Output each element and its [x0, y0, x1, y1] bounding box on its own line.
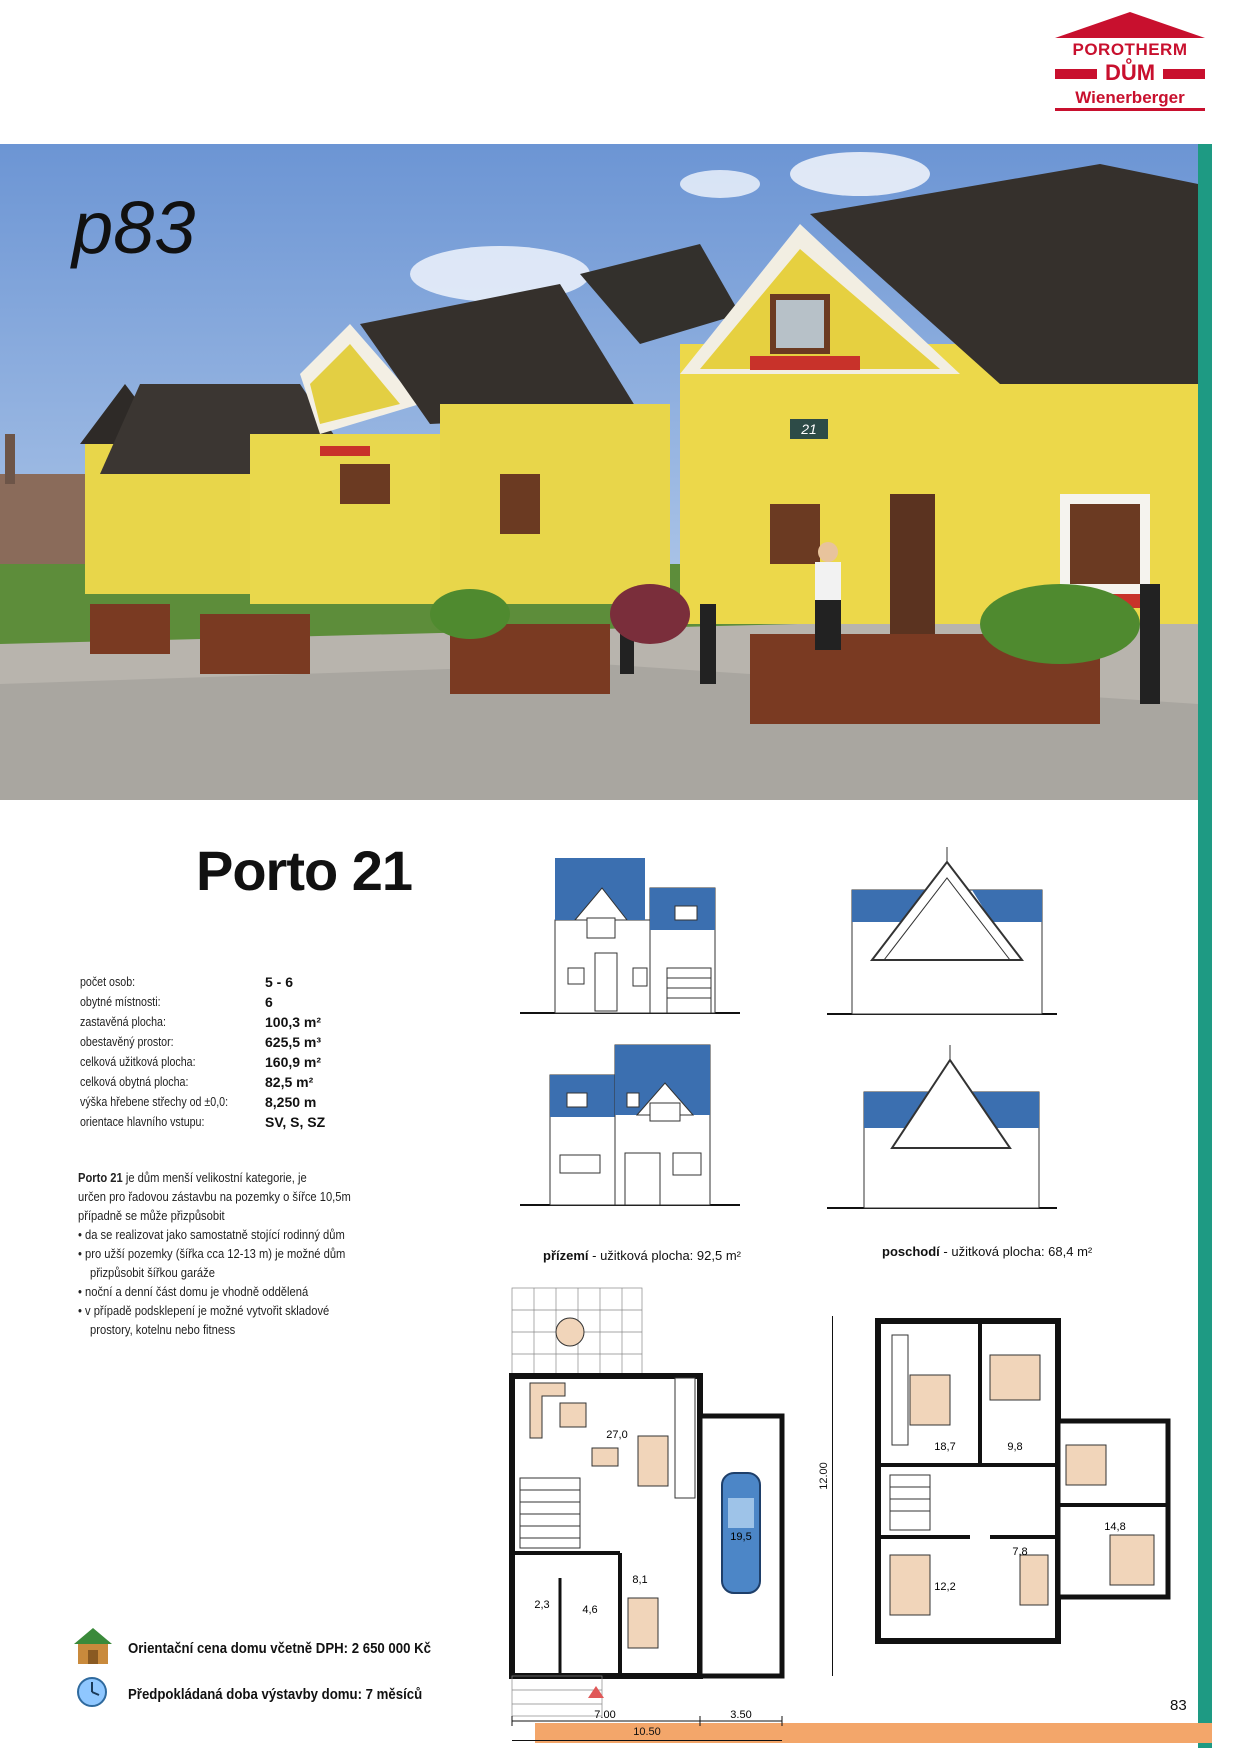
- room-area-bedroom: 18,7: [934, 1441, 956, 1453]
- ground-floor-plan: [500, 1278, 830, 1728]
- spec-row: [80, 1112, 440, 1132]
- logo-line-2: DŮM: [1104, 60, 1156, 85]
- porotherm-logo: [1055, 12, 1205, 112]
- spec-row: [80, 1012, 440, 1032]
- project-code: p83: [72, 186, 196, 269]
- desc-lead-rest: je dům menší velikostní kategorie, je: [122, 1170, 307, 1185]
- dimension-line-total: [512, 1740, 782, 1741]
- roof-logo-icon: [1055, 12, 1205, 40]
- dimension-12m: 12.00: [817, 1462, 830, 1490]
- desc-bullet: • pro užší pozemky (šířka cca 12-13 m) je možné dům: [78, 1246, 346, 1261]
- elevation-front: [515, 848, 745, 1018]
- ground-caption-bold: přízemí: [543, 1248, 589, 1263]
- specs-table: [80, 972, 440, 1132]
- dimension-7m: 7.00: [594, 1709, 616, 1721]
- spec-label: celková užitková plocha:: [80, 1054, 196, 1069]
- spec-row: [80, 1052, 440, 1072]
- price-text: Orientační cena domu včetně DPH: 2 650 000 Kč: [128, 1640, 431, 1657]
- spec-value: 625,5 m³: [265, 1034, 322, 1050]
- room-area-garage: 19,5: [730, 1531, 752, 1543]
- spec-value: 5 - 6: [265, 974, 294, 990]
- desc-line: případně se může přizpůsobit: [78, 1208, 225, 1223]
- room-area-bathroom: 7,8: [1012, 1546, 1028, 1558]
- logo-underline: [1055, 108, 1205, 111]
- spec-label: orientace hlavního vstupu:: [80, 1114, 205, 1129]
- upper-caption-bold: poschodí: [882, 1244, 940, 1259]
- desc-lead-bold: Porto 21: [78, 1170, 123, 1185]
- spec-value: 82,5 m²: [265, 1074, 314, 1090]
- upper-floor-caption: [882, 1244, 1092, 1259]
- duration-text: Předpokládaná doba výstavby domu: 7 měsíců: [128, 1686, 423, 1703]
- house-description: [78, 1168, 438, 1339]
- spec-row: [80, 972, 440, 992]
- logo-line-3: Wienerberger: [1075, 88, 1185, 107]
- dimension-10-5m: 10.50: [633, 1726, 661, 1738]
- upper-caption-rest: - užitková plocha: 68,4 m²: [939, 1244, 1093, 1259]
- spec-row: [80, 1032, 440, 1052]
- spec-label: počet osob:: [80, 974, 136, 989]
- house-number-sign: 21: [801, 421, 817, 437]
- room-area-living: 27,0: [606, 1429, 628, 1441]
- elevation-rear: [515, 1035, 745, 1210]
- spec-row: [80, 1072, 440, 1092]
- desc-bullet: • da se realizovat jako samostatně stojící rodinný dům: [78, 1227, 345, 1242]
- desc-line: [78, 1168, 388, 1187]
- room-area-room-3: 14,8: [1104, 1521, 1126, 1533]
- desc-bullet-cont: přizpůsobit šířkou garáže: [90, 1265, 215, 1280]
- room-area-room-4: 12,2: [934, 1581, 956, 1593]
- desc-bullet: • noční a denní část domu je vhodně oddělená: [78, 1284, 309, 1299]
- room-area-room-2: 9,8: [1007, 1441, 1023, 1453]
- spec-label: obytné místnosti:: [80, 994, 161, 1009]
- upper-floor-plan: [870, 1315, 1200, 1655]
- spec-value: SV, S, SZ: [265, 1114, 326, 1130]
- spec-value: 100,3 m²: [265, 1014, 322, 1030]
- desc-line: určen pro řadovou zástavbu na pozemky o šířce 10,5m: [78, 1189, 351, 1204]
- dimension-3-5m: 3.50: [730, 1709, 752, 1721]
- room-area-wc: 2,3: [534, 1599, 550, 1611]
- room-area-hall: 4,6: [582, 1604, 598, 1616]
- house-price-icon: [72, 1626, 114, 1666]
- spec-value: 160,9 m²: [265, 1054, 322, 1070]
- house-title: Porto 21: [196, 839, 413, 902]
- dimension-line-12m: [832, 1316, 833, 1676]
- logo-line-1: POROTHERM: [1072, 40, 1188, 59]
- elevation-side: [822, 842, 1062, 1020]
- spec-label: zastavěná plocha:: [80, 1014, 166, 1029]
- spec-value: 8,250 m: [265, 1094, 317, 1110]
- side-color-strip: [1198, 144, 1212, 1748]
- spec-label: celková obytná plocha:: [80, 1074, 189, 1089]
- spec-label: výška hřebene střechy od ±0,0:: [80, 1094, 229, 1109]
- clock-icon: [76, 1676, 108, 1708]
- spec-row: [80, 1092, 440, 1112]
- ground-floor-caption: [543, 1248, 741, 1263]
- elevation-side-2: [822, 1040, 1062, 1215]
- desc-bullet: • v případě podsklepení je možné vytvořit skladové: [78, 1303, 330, 1318]
- room-area-kitchen: 8,1: [632, 1574, 648, 1586]
- page-number: 83: [1170, 1697, 1187, 1714]
- ground-caption-rest: - užitková plocha: 92,5 m²: [588, 1248, 741, 1263]
- spec-label: obestavěný prostor:: [80, 1034, 174, 1049]
- desc-bullet-cont: prostory, kotelnu nebo fitness: [90, 1322, 236, 1337]
- spec-row: [80, 992, 440, 1012]
- spec-value: 6: [265, 994, 273, 1010]
